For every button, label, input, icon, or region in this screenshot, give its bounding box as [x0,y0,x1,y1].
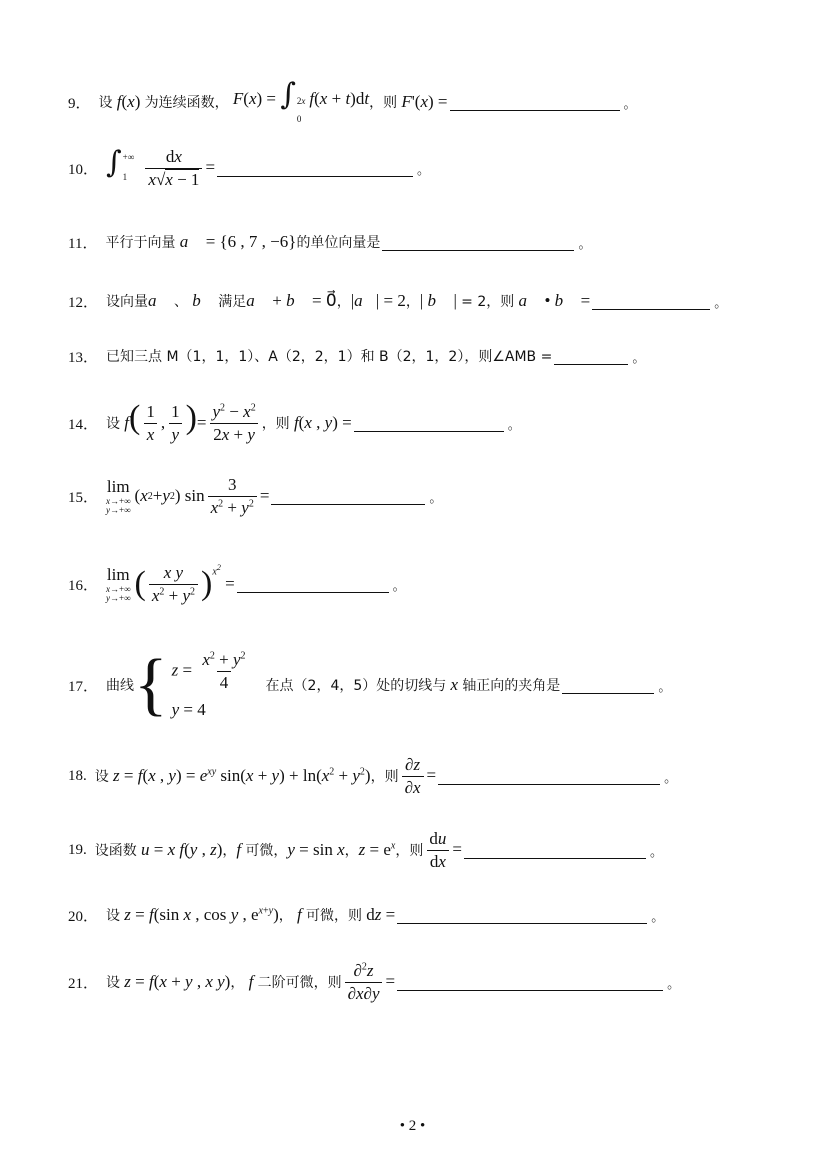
math-expression: z = f(x + y , x y) [124,972,231,991]
math-expression: f(x , y) = [293,413,352,432]
problem-17: 17． 曲线 { z = $\frac{x^2 + y^2}{4}$ y = 4 在点（2，4，5）处的切线与 x 轴正向的夹角是 。 [68,646,672,723]
math-expression: z = f(sin x , cos y , $e^{x+y}$) [124,905,279,924]
math-expression: f( $\frac{1}{x}$ , $\frac{1}{y}$ )= $\frac{y^2 - x^2}{2x + y}$ [120,401,262,446]
math-expression: a⃗ = {6 , 7 , −6} [179,232,297,251]
problem-21: 21． 设 z = f(x + y , x y) ， f 二阶可微，则 $\frac{\partial^2z}{\partial x\partial y}$ = 。 [68,960,681,1003]
math-expression: $\frac{du}{dx}$ = [423,829,462,872]
answer-blank[interactable] [237,576,389,593]
answer-blank[interactable] [464,842,646,859]
math-expression: $\frac{\partial z}{\partial x}$ = [399,755,437,798]
answer-blank[interactable] [397,907,647,924]
problem-number: 16． [68,577,99,594]
problem-13: 13． 已知三点 M（1，1，1）、A（2，2，1）和 B（2，1，2），则∠AMB = 。 [68,340,765,372]
page-number: • 2 • [399,1118,426,1134]
problem-number: 20． [68,908,99,925]
problem-number: 12． [68,294,99,311]
problem-9: 9． 设 f(x) 为连续函数， F(x) = ∫ 2x 0 f(x + t)dt ，则 F'(x) = 。 [68,76,637,124]
problem-number: 11． [68,235,98,252]
math-expression: y = sin x [287,840,345,859]
math-expression: f(x) [116,92,145,111]
answer-blank[interactable] [382,234,574,251]
math-expression: ∫ +∞ 1 $\frac{dx}{x√x - 1}$ = [106,144,216,189]
problem-number: 19. [68,841,87,858]
math-expression: { z = $\frac{x^2 + y^2}{4}$ y = 4 [134,646,246,723]
math-expression: a⃗ + b⃗ = 0⃗ [246,291,337,310]
math-expression: F(x) = ∫ 2x 0 f(x + t)dt [232,76,370,124]
problem-16: 16． lim x→+∞ y→+∞ ( $\frac{\text{x y}}{x^2 + y^2}$ ) $x^2$ = 。 [68,562,406,605]
problem-number: 17． [68,678,99,695]
problem-number: 10． [68,161,99,178]
answer-blank[interactable] [592,293,710,310]
math-expression: dz = [361,905,396,924]
answer-blank[interactable] [271,488,425,505]
math-expression: $\frac{\partial^2z}{\partial x\partial y}$ = [342,961,396,1004]
problem-19: 19. 设函数 u = x f(y , z) ， f 可微， y = sin x ， $z = e^x$ ，则 $\frac{du}{dx}$ = 。 [68,828,663,871]
problem-number: 21． [68,975,99,992]
problem-14: 14． 设 f( $\frac{1}{x}$ , $\frac{1}{y}$ )= $\frac{y^2 - x^2}{2x + y}$ ，则 f(x , y) = 。 [68,398,521,445]
answer-blank[interactable] [450,94,620,111]
answer-blank[interactable] [562,677,654,694]
math-expression: lim x→+∞ y→+∞ ( x 2 + y 2 ) sin $\frac{3}{x^2 + y^2}$ = [106,474,270,517]
problem-11: 11． 平行于向量 a⃗ = {6 , 7 , −6} 的单位向量是 。 [68,232,592,252]
problem-number: 9． [68,95,91,112]
problem-20: 20． 设 z = f(sin x , cos y , $e^{x+y}$) ， f 可微，则 dz = 。 [68,905,665,925]
answer-blank[interactable] [438,768,660,785]
problem-number: 13． [68,349,99,366]
problem-12: 12． 设向量 a⃗ 、 b⃗ 满足 a⃗ + b⃗ = 0⃗ ， |a⃗| = 2 ， | b⃗ | = 2，则 a⃗ • b⃗ = 。 [68,291,728,311]
math-expression: a⃗ • b⃗ = [518,291,591,310]
math-expression: $z = e^x$ [358,840,396,859]
answer-blank[interactable] [397,974,663,991]
answer-blank[interactable] [217,160,413,177]
problem-number: 15． [68,489,99,506]
math-expression: F'(x) = [401,92,448,111]
problem-15: 15． lim x→+∞ y→+∞ ( x 2 + y 2 ) sin $\frac{3}{x^2 + y^2}$ = 。 [68,474,443,517]
problem-number: 18. [68,767,87,784]
answer-blank[interactable] [354,415,504,432]
math-expression: u = x f(y , z) [141,840,223,859]
math-expression: lim x→+∞ y→+∞ ( $\frac{\text{x y}}{x^2 + y^2}$ ) $x^2$ = [106,562,235,605]
problem-10: 10． ∫ +∞ 1 $\frac{dx}{x√x - 1}$ = 。 [68,144,431,189]
math-expression: z = f(x , $y) = e^{xy}$ $\sin(x + y) + \ln(x^2 + y^2)$ [113,766,371,785]
problem-number: 14． [68,416,99,433]
math-expression: |a⃗| = 2 [350,291,406,310]
problem-18: 18. 设 z = f(x , $y) = e^{xy}$ $\sin(x + y) + \ln(x^2 + y^2)$ ，则 $\frac{\partial z}{\partial x}$ = 。 [68,754,678,797]
answer-blank[interactable] [554,348,628,365]
